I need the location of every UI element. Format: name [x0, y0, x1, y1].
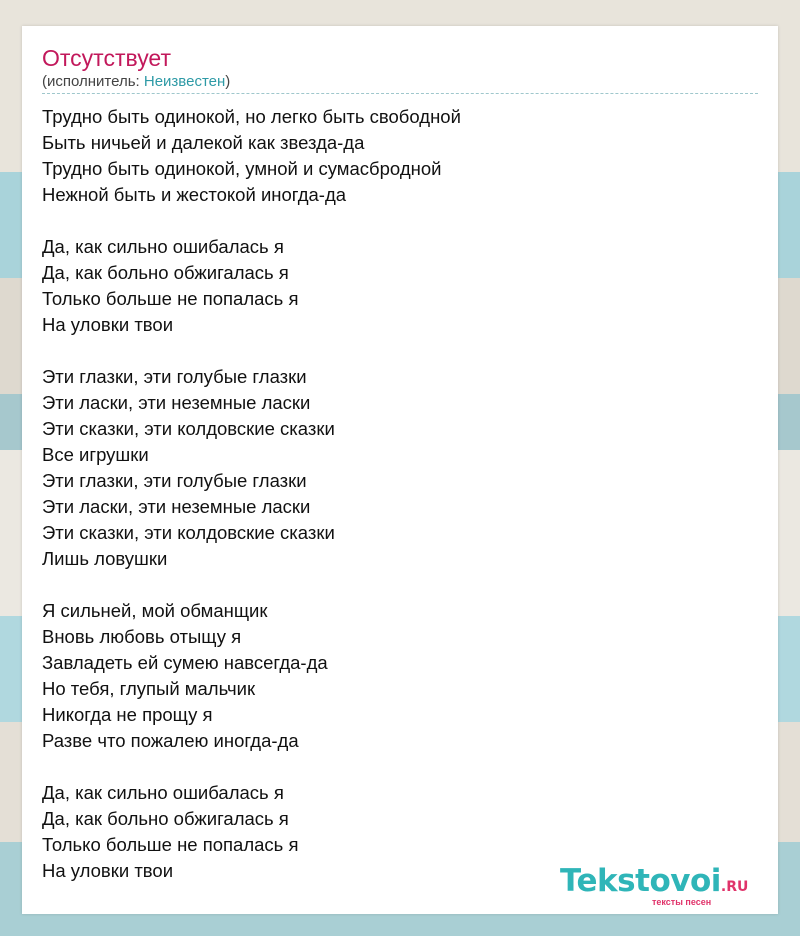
lyric-line: Эти сказки, эти колдовские сказки	[42, 418, 335, 439]
stanza	[42, 234, 758, 338]
lyrics-body	[42, 104, 758, 910]
lyric-line: Только больше не попалась я	[42, 288, 299, 309]
logo-tld: .RU	[720, 879, 749, 895]
lyric-line: Вновь любовь отыщу я	[42, 626, 242, 647]
lyric-line: Трудно быть одинокой, умной и сумасбродной	[42, 158, 442, 179]
song-title: Отсутствует	[42, 45, 171, 71]
lyric-line: Разве что пожалею иногда-да	[42, 730, 299, 751]
lyric-line: Эти глазки, эти голубые глазки	[42, 470, 307, 491]
stanza	[42, 598, 758, 754]
lyric-line: Лишь ловушки	[42, 548, 168, 569]
lyric-line: Эти глазки, эти голубые глазки	[42, 366, 307, 387]
lyric-line: Но тебя, глупый мальчик	[42, 678, 256, 699]
lyric-line: Только больше не попалась я	[42, 834, 299, 855]
lyrics-card	[22, 26, 778, 914]
artist-prefix: (исполнитель:	[42, 73, 144, 90]
lyric-line: Все игрушки	[42, 444, 149, 465]
lyric-line: Я сильней, мой обманщик	[42, 600, 268, 621]
lyric-line: На уловки твои	[42, 860, 174, 881]
stanza	[42, 104, 758, 208]
logo-tagline: тексты песен	[652, 897, 712, 907]
lyric-line: Эти ласки, эти неземные ласки	[42, 496, 311, 517]
lyric-line: Эти сказки, эти колдовские сказки	[42, 522, 335, 543]
lyric-line: Трудно быть одинокой, но легко быть свободной	[42, 106, 461, 127]
logo-name: Tekstovoi	[560, 863, 721, 899]
site-logo[interactable]	[560, 864, 770, 908]
stanza	[42, 364, 758, 572]
lyric-line: Быть ничьей и далекой как звезда-да	[42, 132, 365, 153]
lyric-line: Да, как сильно ошибалась я	[42, 236, 284, 257]
artist-line	[42, 73, 230, 91]
lyric-line: Нежной быть и жестокой иногда-да	[42, 184, 347, 205]
lyric-line: Эти ласки, эти неземные ласки	[42, 392, 311, 413]
lyric-line: Да, как больно обжигалась я	[42, 262, 289, 283]
header-divider	[42, 93, 758, 94]
lyric-line: Да, как больно обжигалась я	[42, 808, 289, 829]
artist-suffix: )	[225, 73, 231, 90]
lyric-line: На уловки твои	[42, 314, 174, 335]
artist-link[interactable]: Неизвестен	[143, 73, 226, 90]
lyric-line: Завладеть ей сумею навсегда-да	[42, 652, 328, 673]
lyric-line: Никогда не прощу я	[42, 704, 213, 725]
lyric-line: Да, как сильно ошибалась я	[42, 782, 284, 803]
